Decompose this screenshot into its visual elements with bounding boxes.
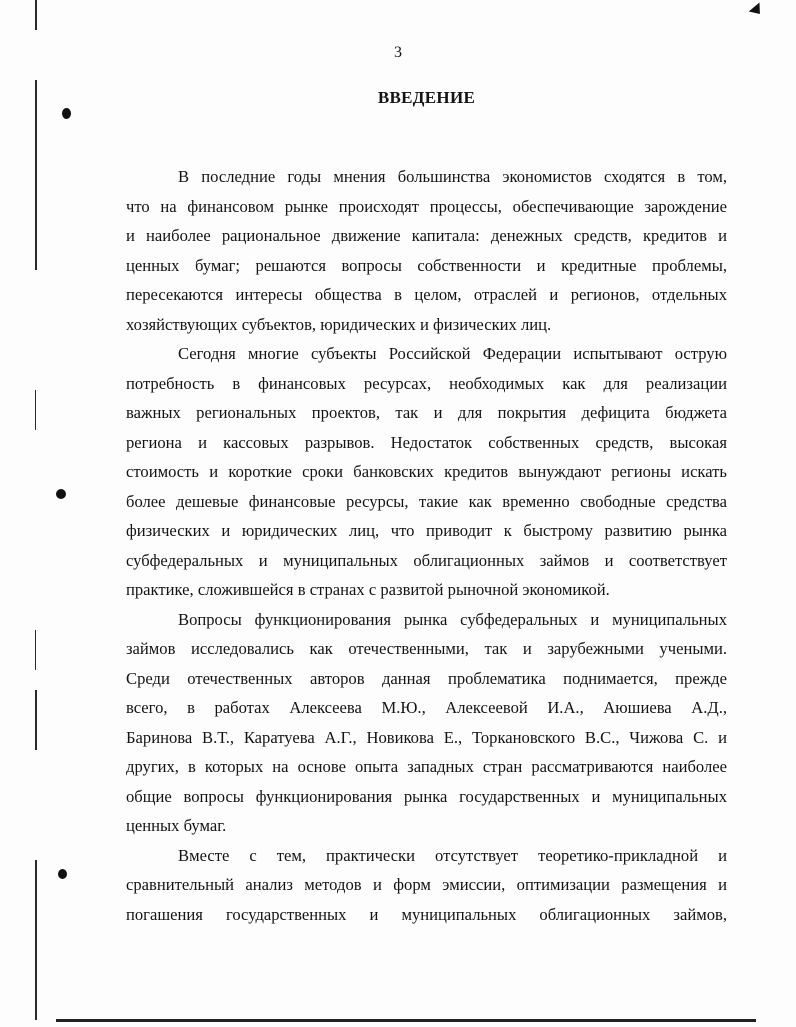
text-line: более дешевые финансовые ресурсы, такие как временно свободные средства	[126, 491, 727, 511]
left-margin-scan-line	[35, 690, 37, 750]
text-line: займов исследовались как отечественными, так и зарубежными учеными.	[126, 639, 727, 658]
text-line: важных региональных проектов, так и для покрытия дефицита бюджета	[126, 403, 727, 422]
left-margin-scan-line	[35, 630, 36, 670]
paragraph-1	[126, 162, 727, 339]
text-line: Баринова В.Т., Каратуева А.Г., Новикова Е., Торкановского В.С., Чижова С. и	[126, 727, 727, 747]
text-line: Вместе с тем, практически отсутствует теоретико-прикладной и	[178, 845, 727, 865]
scan-speck	[58, 869, 67, 879]
text-line: ценных бумаг; решаются вопросы собственности и кредитные проблемы,	[126, 255, 727, 275]
paragraph-2	[126, 339, 727, 605]
body-text	[126, 162, 727, 929]
text-line: и наиболее рациональное движение капитала: денежных средств, кредитов и	[126, 226, 727, 245]
scan-speck	[62, 108, 71, 119]
paragraph-4	[126, 841, 727, 930]
page-number: 3	[394, 44, 402, 61]
text-line: потребность в финансовых ресурсах, необходимых как для реализации	[126, 373, 727, 393]
left-margin-scan-line	[35, 860, 37, 1020]
text-line: общие вопросы функционирования рынка государственных и муниципальных	[126, 786, 727, 806]
text-line: Вопросы функционирования рынка субфедеральных и муниципальных	[178, 609, 727, 629]
section-heading: ВВЕДЕНИЕ	[377, 88, 476, 107]
text-line: сравнительный анализ методов и форм эмиссии, оптимизации размещения и	[126, 875, 727, 894]
text-line: стоимость и короткие сроки банковских кредитов вынуждают регионы искать	[126, 462, 727, 481]
text-line: региона и кассовых разрывов. Недостаток собственных средств, высокая	[126, 432, 727, 452]
text-line: что на финансовом рынке происходят процессы, обеспечивающие зарождение	[126, 196, 727, 216]
text-line: других, в которых на основе опыта западных стран рассматриваются наиболее	[126, 757, 727, 776]
left-margin-scan-line	[35, 0, 37, 30]
left-margin-scan-line	[35, 80, 37, 270]
text-line: В последние годы мнения большинства экономистов сходятся в том,	[178, 167, 727, 186]
text-line: физических и юридических лиц, что приводит к быстрому развитию рынка	[126, 521, 727, 540]
left-margin-scan-line	[35, 390, 36, 430]
text-line: субфедеральных и муниципальных облигационных займов и соответствует	[126, 550, 727, 570]
text-line: хозяйствующих субъектов, юридических и физических лиц.	[126, 314, 552, 334]
text-line: погашения государственных и муниципальных облигационных займов,	[126, 904, 727, 924]
text-line: Сегодня многие субъекты Российской Федерации испытывают острую	[178, 344, 727, 363]
paragraph-3	[126, 605, 727, 841]
scan-speck	[56, 489, 66, 499]
text-line: практике, сложившейся в странах с развитой рыночной экономикой.	[126, 580, 610, 599]
text-line: пересекаются интересы общества в целом, отраслей и регионов, отдельных	[126, 285, 727, 304]
bottom-scan-rule	[56, 1019, 756, 1022]
text-line: Среди отечественных авторов данная проблематика поднимается, прежде	[126, 668, 727, 688]
text-line: ценных бумаг.	[126, 816, 227, 835]
text-line: всего, в работах Алексеева М.Ю., Алексеевой И.А., Аюшиева А.Д.,	[126, 698, 727, 717]
corner-arrow-mark	[749, 3, 766, 19]
